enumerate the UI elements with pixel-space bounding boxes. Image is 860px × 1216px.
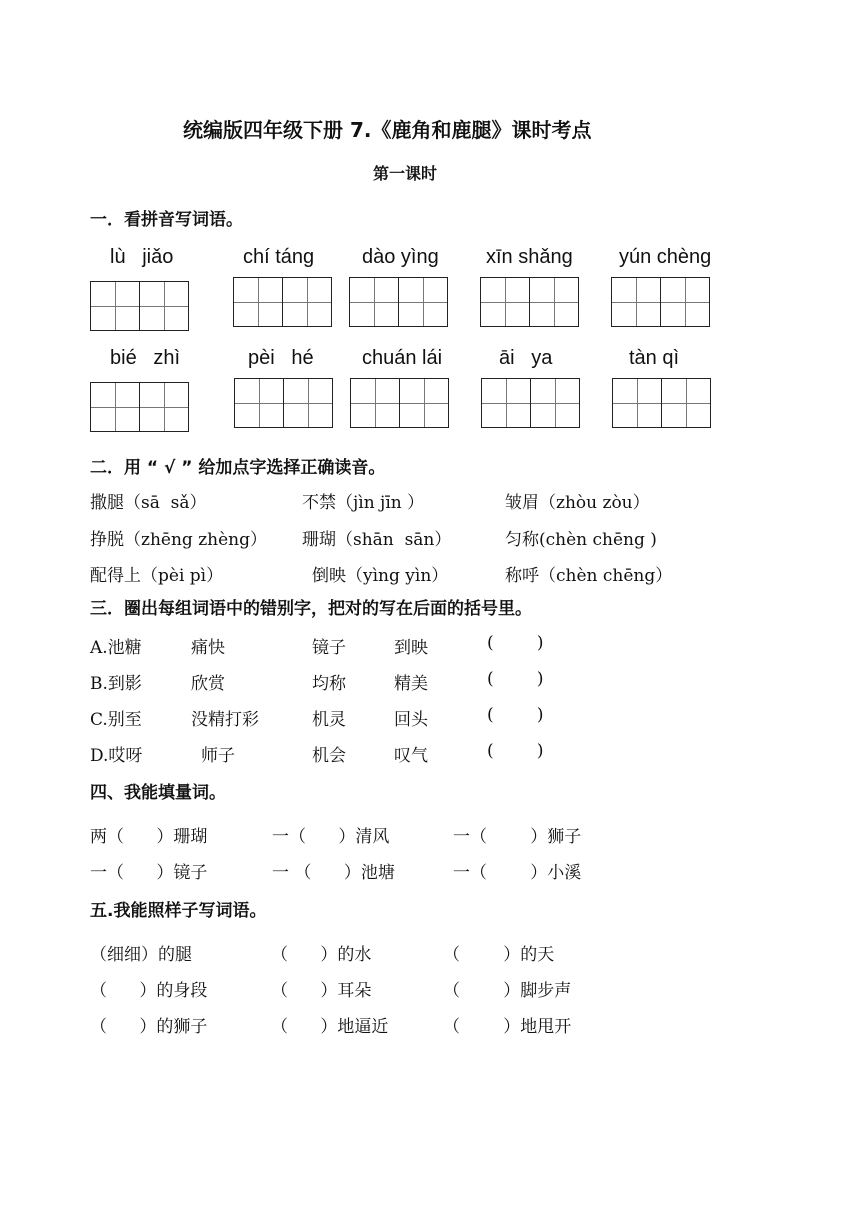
- fill-blank-item[interactable]: 一 （ ）池塘: [272, 863, 395, 883]
- pinyin-label: yún chèng: [619, 246, 712, 268]
- word-item: 机灵: [312, 710, 346, 730]
- fill-blank-item[interactable]: 一（ ）清风: [272, 827, 390, 847]
- reading-choice-item[interactable]: 皱眉（zhòu zòu）: [505, 493, 650, 513]
- reading-choice-item[interactable]: 珊瑚（shān sān）: [302, 530, 452, 550]
- reading-choice-item[interactable]: 挣脱（zhēng zhèng）: [90, 530, 267, 550]
- answer-blank[interactable]: ( ): [487, 633, 544, 653]
- word-item: 痛快: [191, 638, 225, 658]
- reading-choice-item[interactable]: 撒腿（sā sǎ）: [90, 493, 207, 513]
- writing-grid[interactable]: [90, 281, 187, 331]
- pinyin-label: lù jiǎo: [110, 246, 174, 268]
- section-2-heading: 二．用 “ √ ” 给加点字选择正确读音。: [90, 458, 386, 478]
- reading-choice-item[interactable]: 倒映（yìng yìn）: [312, 566, 449, 586]
- page-title: 统编版四年级下册 7.《鹿角和鹿腿》课时考点: [183, 118, 592, 142]
- writing-grid[interactable]: [90, 382, 187, 432]
- section-4-heading: 四、我能填量词。: [90, 783, 226, 803]
- fill-blank-item[interactable]: 一（ ）小溪: [453, 863, 582, 883]
- reading-choice-item[interactable]: 不禁（jìn jīn ）: [302, 493, 425, 513]
- pinyin-label: chí táng: [243, 246, 315, 268]
- word-item: A.池糖: [90, 638, 142, 658]
- reading-choice-item[interactable]: 配得上（pèi pì）: [90, 566, 224, 586]
- lesson-subtitle: 第一课时: [373, 164, 438, 183]
- word-item: 到映: [394, 638, 428, 658]
- pinyin-label: tàn qì: [629, 347, 680, 369]
- answer-blank[interactable]: ( ): [487, 741, 544, 761]
- writing-grid[interactable]: [612, 378, 709, 428]
- writing-grid[interactable]: [481, 378, 578, 428]
- pinyin-label: chuán lái: [362, 347, 443, 369]
- fill-blank-item[interactable]: （ ）的狮子: [90, 1017, 208, 1037]
- reading-choice-item[interactable]: 匀称(chèn chēng ): [505, 530, 657, 550]
- section-5-heading: 五.我能照样子写词语。: [90, 901, 267, 921]
- fill-blank-item[interactable]: 一（ ）狮子: [453, 827, 582, 847]
- answer-blank[interactable]: ( ): [487, 669, 544, 689]
- word-item: 叹气: [394, 746, 428, 766]
- writing-grid[interactable]: [234, 378, 331, 428]
- writing-grid[interactable]: [480, 277, 577, 327]
- fill-blank-item[interactable]: 一（ ）镜子: [90, 863, 208, 883]
- word-item: D.哎呀: [90, 746, 143, 766]
- fill-blank-item[interactable]: （ ）地逼近: [271, 1017, 389, 1037]
- word-item: 回头: [394, 710, 428, 730]
- section-1-heading: 一．看拼音写词语。: [90, 210, 243, 230]
- fill-blank-item[interactable]: （ ）耳朵: [271, 981, 372, 1001]
- fill-blank-item[interactable]: （ ）脚步声: [443, 981, 572, 1001]
- fill-blank-item[interactable]: （ ）的天: [443, 945, 555, 965]
- word-item: 机会: [312, 746, 346, 766]
- pinyin-label: xīn shǎng: [486, 246, 573, 268]
- writing-grid[interactable]: [350, 378, 447, 428]
- word-item: 镜子: [312, 638, 346, 658]
- word-item: 均称: [312, 674, 346, 694]
- word-item: 精美: [394, 674, 428, 694]
- word-item: 没精打彩: [191, 710, 259, 730]
- fill-blank-item[interactable]: （ ）地甩开: [443, 1017, 572, 1037]
- writing-grid[interactable]: [349, 277, 446, 327]
- pinyin-label: āi ya: [499, 347, 553, 369]
- word-item: 欣赏: [191, 674, 225, 694]
- fill-blank-item[interactable]: （细细）的腿: [90, 945, 192, 965]
- writing-grid[interactable]: [611, 277, 708, 327]
- pinyin-label: bié zhì: [110, 347, 181, 369]
- section-3-heading: 三．圈出每组词语中的错别字，把对的写在后面的括号里。: [90, 599, 532, 619]
- word-item: C.别至: [90, 710, 142, 730]
- reading-choice-item[interactable]: 称呼（chèn chēng）: [505, 566, 673, 586]
- fill-blank-item[interactable]: （ ）的水: [271, 945, 372, 965]
- writing-grid[interactable]: [233, 277, 330, 327]
- word-item: B.到影: [90, 674, 142, 694]
- answer-blank[interactable]: ( ): [487, 705, 544, 725]
- pinyin-label: pèi hé: [248, 347, 314, 369]
- fill-blank-item[interactable]: （ ）的身段: [90, 981, 208, 1001]
- fill-blank-item[interactable]: 两（ ）珊瑚: [90, 827, 208, 847]
- pinyin-label: dào yìng: [362, 246, 439, 268]
- word-item: 师子: [201, 746, 235, 766]
